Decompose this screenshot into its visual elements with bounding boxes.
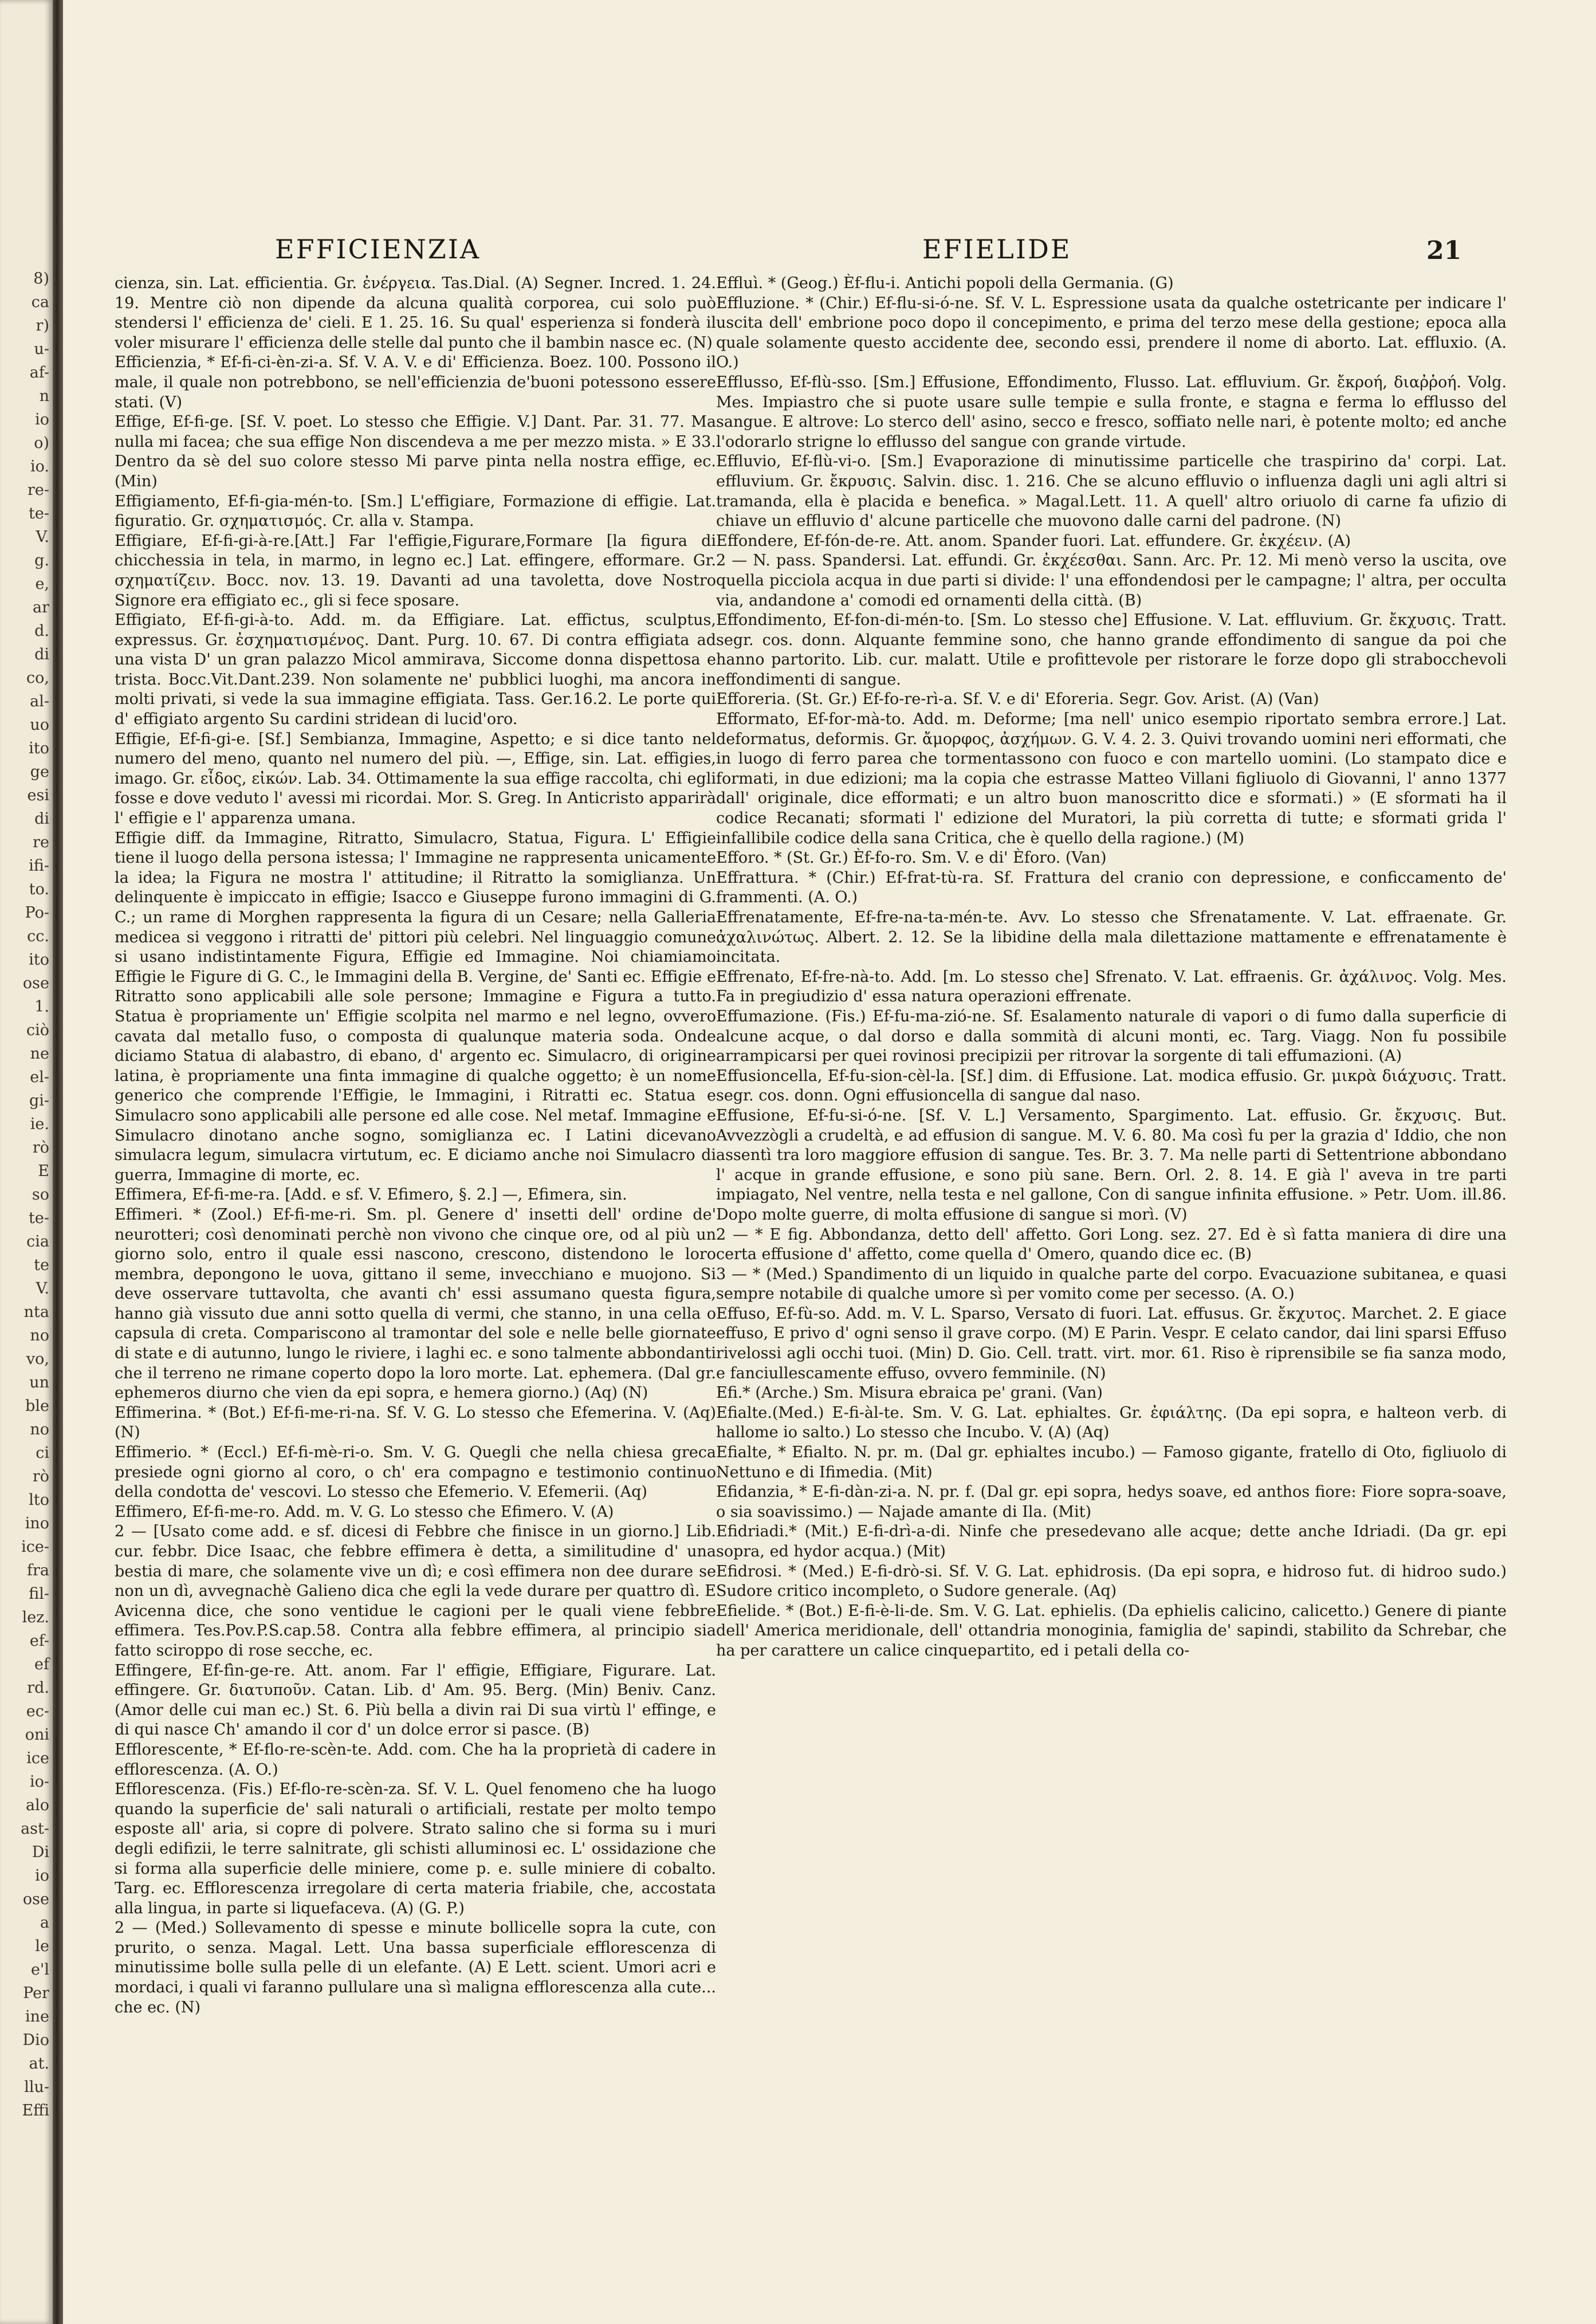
margin-fragment: ne [30, 1045, 49, 1063]
margin-fragment: di [34, 810, 49, 828]
margin-fragment: at. [29, 2055, 49, 2073]
dictionary-entry: Effrattura. * (Chir.) Ef-frat-tù-ra. Sf. Frattura del cranio con depressione, e conficcamento de' frammenti. (A. O.) [716, 868, 1507, 907]
margin-fragment: Dio [22, 2031, 49, 2049]
margin-fragment: ice- [21, 1538, 49, 1556]
dictionary-entry: Efforo. * (St. Gr.) Èf-fo-ro. Sm. V. e di' Èforo. (Van) [716, 849, 1107, 867]
dictionary-entry: Effimeri. * (Zool.) Ef-fi-me-ri. Sm. pl. Genere d' insetti dell' ordine de' neurotteri; così denominati perchè non vivono che cinque ore, od al più un giorno solo, entro il quale essi nascono, crescono, distendono le loro membra, depongono le uova, gittano il seme, invecchiano e muojono. Si deve osservare tuttavolta, che avanti ch' essi assumano questa figura, hanno già vissuto due anni sotto quella di vermi, che stanno, in una cella o capsula di creta. Compariscono al tramontar del sole e nelle belle giornate di state e di autunno, lungo le riviere, i laghi ec. e sono talmente abbondanti che il terreno ne rimane coperto dopo la loro morte. Lat. ephemera. (Dal gr. ephemeros diurno che vien da epi sopra, e hemera giorno.) (Aq) (N) [115, 1205, 716, 1402]
margin-fragment: 1. [34, 998, 49, 1016]
dictionary-entry: Effimero, Ef-fi-me-ro. Add. m. V. G. Lo stesso che Efimero. V. (A) [115, 1503, 614, 1521]
dictionary-entry: Effusione, Ef-fu-si-ó-ne. [Sf. V. L.] Versamento, Spargimento. Lat. effusio. Gr. ἔκχυσις. But. Avvezzògli a crudeltà, e ad effusion di sangue. M. V. 6. 80. Ma così fu per la grazia d' Iddio, che non assentì tra loro maggiore effusion di sangue. Tes. Br. 3. 7. Ma nelle parti di Settentrione abbondano l' acque in grande effusione, e sono più sane. Bern. Orl. 2. 8. 14. E già l' aveva in tre parti impiagato, Nel ventre, nella testa e nel gallone, Con di sangue infinita effusione. » Petr. Uom. ill.86. Dopo molte guerre, di molta effusione di sangue si morì. (V) [716, 1106, 1507, 1224]
margin-fragment: un [29, 1374, 49, 1391]
margin-fragment: cc. [27, 927, 49, 945]
margin-fragment: uo [30, 716, 49, 734]
book-gutter [53, 0, 63, 2324]
margin-fragment: fra [27, 1562, 49, 1579]
dictionary-entry: Effrenatamente, Ef-fre-na-ta-mén-te. Avv. Lo stesso che Sfrenatamente. V. Lat. effraenate. Gr. ἀχαλινώτως. Albert. 2. 12. Se la libidine della mala dilettazione mattamente e effrenatamente è incitata. [716, 909, 1507, 966]
margin-fragment: gi- [29, 1092, 49, 1110]
dictionary-entry: Efidanzia, * E-fi-dàn-zi-a. N. pr. f. (Dal gr. epi sopra, hedys soave, ed anthos fiore: Fiore sopra-soave, o sia soavissimo.) — Najade amante di Ila. (Mit) [716, 1483, 1507, 1521]
margin-fragment: io. [30, 458, 49, 475]
dictionary-entry: Efi.* (Arche.) Sm. Misura ebraica pe' grani. (Van) [716, 1384, 1103, 1402]
dictionary-entry: Efielide. * (Bot.) E-fi-è-li-de. Sm. V. G. Lat. ephielis. (Da ephielis calicino, calicetto.) Genere di piante dell' America meridionale, dell' ottandria monoginia, famiglia de' sapindi, stabilito da Schrebar, che ha per carattere un calice cinquepartito, ed i petali della co- [716, 1602, 1507, 1660]
margin-fragment: ifi- [29, 857, 49, 875]
dictionary-entry: Effusioncella, Ef-fu-sion-cèl-la. [Sf.] dim. di Effusione. Lat. modica effusio. Gr. μικρὰ διάχυσις. Tratt. segr. cos. donn. Ogni effusioncella di sangue dal naso. [716, 1067, 1507, 1105]
dictionary-entry: Effondimento, Ef-fon-di-mén-to. [Sm. Lo stesso che] Effusione. V. Lat. effluvium. Gr. ἔκχυσις. Tratt. segr. cos. donn. Alquante femmine sono, che hanno grande effondimento di sangue da poi che hanno partorito. Lib. cur. malatt. Utile e profittevole per ristorare le forze dopo gli strabocchevoli effondimenti di sangue. [716, 611, 1507, 689]
margin-fragment: af- [29, 364, 49, 382]
dictionary-entry: Effigiamento, Ef-fi-gia-mén-to. [Sm.] L'effigiare, Formazione di effigie. Lat. figuratio. Gr. σχηματισμός. Cr. alla v. Stampa. [115, 492, 716, 530]
dictionary-entry: Effingere, Ef-fìn-ge-re. Att. anom. Far l' effigie, Effigiare, Figurare. Lat. effingere. Gr. διατυποῦν. Catan. Lib. d' Am. 95. Berg. (Min) Beniv. Canz. (Amor delle cui man ec.) St. 6. Più bella a divin rai Di sua virtù l' effinge, e di qui nasce Ch' amando il cor d' un dolce error si pasce. (B) [115, 1661, 716, 1739]
margin-fragment: rò [32, 1468, 49, 1485]
dictionary-entry: Efidriadi.* (Mit.) E-fi-drì-a-di. Ninfe che presedevano alle acque; dette anche Idriadi. (Da gr. epi sopra, ed hydor acqua.) (Mit) [716, 1523, 1507, 1560]
margin-fragment: g. [34, 552, 49, 569]
margin-fragment: so [32, 1186, 49, 1204]
margin-fragment: ef [34, 1655, 49, 1673]
margin-fragment: re [33, 833, 49, 851]
dictionary-entry: Effluzione. * (Chir.) Ef-flu-si-ó-ne. Sf. V. L. Espressione usata da qualche ostetricante per indicare l' uscita dell' embrione poco dopo il concepimento, e prima del terzo mese della gestione; epoca alla quale solamente questo accidente dee, secondo essi, prendere il nome di aborto. Lat. effluxio. (A. O.) [716, 294, 1507, 372]
margin-fragment: io [35, 411, 49, 428]
margin-fragment: io- [29, 1773, 49, 1791]
dictionary-entry: 3 — * (Med.) Spandimento di un liquido in qualche parte del corpo. Evacuazione subitanea, e quasi sempre notabile di qualche umore sì per vomito come per secesso. (A. O.) [716, 1265, 1507, 1303]
left-column [115, 274, 716, 2290]
dictionary-entry: Efflorescenza. (Fis.) Ef-flo-re-scèn-za. Sf. V. L. Quel fenomeno che ha luogo quando la superficie de' sali naturali o artificiali, restate per molto tempo esposte all' aria, si copre di polvere. Strato salino che si forma su i muri degli edifizii, le terre salnitrate, gli schisti alluminosi ec. L' ossidazione che si forma alla superficie delle miniere, come p. e. sulle miniere di cobalto. Targ. ec. Efflorescenza irregolare di certa materia friabile, che, accostata alla lingua, in parte si liquefaceva. (A) (G. P.) [115, 1780, 716, 1917]
dictionary-entry: Effimera, Ef-fi-me-ra. [Add. e sf. V. Efimero, §. 2.] —, Efimera, sin. [115, 1186, 627, 1204]
dictionary-page [63, 0, 1596, 2324]
dictionary-entry: Effumazione. (Fis.) Ef-fu-ma-zió-ne. Sf. Esalamento naturale di vapori o di fumo dalla superficie di alcune acque, o dal dorso e dalla sommità di alcuni monti, ec. Targ. Viagg. Non fu possibile arrampicarsi per quei rovinosi precipizii per ritrovar la sorgente di tali effumazioni. (A) [716, 1007, 1507, 1065]
margin-fragment: u- [34, 340, 49, 358]
dictionary-entry: Effigiato, Ef-fi-gi-à-to. Add. m. da Effigiare. Lat. effictus, sculptus, expressus. Gr. ἐσχηματισμένος. Dant. Purg. 10. 67. Di contra effigiata ad una vista D' un gran palazzo Micol ammirava, Siccome donna dispettosa e trista. Bocc.Vit.Dant.239. Non solamente ne' pubblici luoghi, ma ancora in molti privati, si vede la sua immagine effigiata. Tass. Ger.16.2. Le porte qui d' effigiato argento Su cardini stridean di lucid'oro. [115, 611, 716, 729]
dictionary-entry: 2 — * E fig. Abbondanza, detto dell' affetto. Gori Long. sez. 27. Ed è sì fatta maniera di dire una certa effusione d' affetto, come quella d' Omero, quando dice ec. (B) [716, 1225, 1507, 1264]
margin-fragment: ca [31, 293, 49, 311]
margin-fragment: ito [29, 740, 49, 757]
margin-fragment: ito [29, 951, 49, 969]
left-page-edge [0, 0, 53, 2324]
margin-fragment: r) [36, 317, 49, 335]
margin-fragment: ec- [26, 1702, 49, 1720]
margin-fragment: no [30, 1327, 49, 1344]
margin-fragment: ast- [21, 1820, 49, 1838]
margin-fragment: to. [29, 880, 49, 898]
page-number: 21 [1426, 236, 1462, 265]
margin-fragment: Per [23, 1984, 49, 2002]
margin-fragment: ie. [30, 1115, 49, 1133]
margin-fragment: di [34, 646, 49, 663]
margin-fragment: ine [25, 2008, 49, 2026]
margin-fragment: Di [32, 1843, 49, 1861]
margin-fragment: ar [32, 599, 49, 616]
margin-fragment: o) [34, 434, 49, 452]
margin-fragment: ef- [29, 1632, 49, 1650]
margin-fragment: ge [30, 763, 49, 781]
margin-fragment: vo, [26, 1350, 49, 1368]
margin-fragment: ice [26, 1749, 49, 1767]
margin-fragment: ose [22, 1890, 49, 1908]
margin-fragment: al- [30, 693, 49, 710]
dictionary-entry: Efflusso, Ef-flù-sso. [Sm.] Effusione, Effondimento, Flusso. Lat. effluvium. Gr. ἔκροή, διαῤῥοή. Volg. Mes. Impiastro che si puote usare sulle tempie e sulla fronte, e stagna e ferma lo efflusso del sangue. E altrove: Lo sterco dell' asino, secco e fresco, soffiato nelle nari, è potente molto; ed anche l'odorarlo strigne lo efflusso del sangue con grande virtude. [716, 373, 1507, 451]
dictionary-entry: 2 — (Med.) Sollevamento di spesse e minute bollicelle sopra la cute, con prurito, o senza. Magal. Lett. Una bassa superficiale efflorescenza di minutissime bolle sulla pelle di un elefante. (A) E Lett. scient. Umori acri e mordaci, i quali vi faranno pullulare una sì maligna efflorescenza alla cute... che ec. (N) [115, 1919, 716, 2016]
margin-fragment: fil- [29, 1585, 49, 1603]
margin-fragment: le [35, 1937, 49, 1955]
dictionary-entry: Effuso, Ef-fù-so. Add. m. V. L. Sparso, Versato di fuori. Lat. effusus. Gr. ἔκχυτος. Marchet. 2. E giace effuso, E privo d' ogni senso il grave corpo. (M) E Parin. Vespr. E celato candor, dai lini sparsi Effuso rivelossi agli occhi tuoi. (Min) D. Gio. Cell. tratt. virt. mor. 61. Riso è riprensibile se fia sanza modo, e fanciullescamente effuso, ovvero femminile. (N) [716, 1304, 1507, 1382]
margin-fragment: co, [26, 669, 49, 687]
margin-fragment: V. [36, 1280, 49, 1297]
margin-fragment: E [38, 1162, 49, 1180]
dictionary-entry: Effigiare, Ef-fi-gi-à-re.[Att.] Far l'effigie,Figurare,Formare [la figura di chicchessia in tela, in marmo, in legno ec.] Lat. effingere, efformare. Gr. σχηματίζειν. Bocc. nov. 13. 19. Davanti ad una tavoletta, dove Nostro Signore era effigiato ec., gli si fece sposare. [115, 532, 716, 609]
dictionary-entry: Efialte, * Efialto. N. pr. m. (Dal gr. ephialtes incubo.) — Famoso gigante, fratello di Oto, figliuolo di Nettuno e di Ifimedia. (Mit) [716, 1444, 1507, 1481]
margin-fragment: rd. [27, 1679, 49, 1697]
dictionary-entry: Efialte.(Med.) E-fi-àl-te. Sm. V. G. Lat. ephialtes. Gr. ἐφιάλτης. (Da epi sopra, e halteon verb. di hallome io salto.) Lo stesso che Incubo. V. (A) (Aq) [716, 1403, 1507, 1442]
margin-fragment: 8) [33, 270, 49, 288]
dictionary-entry: Effondere, Ef-fón-de-re. Att. anom. Spander fuori. Lat. effundere. Gr. ἐκχέειν. (A) [716, 532, 1351, 550]
dictionary-entry: Effrenato, Ef-fre-nà-to. Add. [m. Lo stesso che] Sfrenato. V. Lat. effraenis. Gr. ἀχάλινος. Volg. Mes. Fa in pregiudizio d' essa natura operazioni effrenate. [716, 968, 1507, 1006]
dictionary-entry: Efflorescente, * Ef-flo-re-scèn-te. Add. com. Che ha la proprietà di cadere in efflorescenza. (A. O.) [115, 1740, 716, 1779]
margin-fragment: e'l [30, 1961, 49, 1979]
dictionary-entry: 2 — N. pass. Spandersi. Lat. effundi. Gr. ἐκχέεσθαι. Sann. Arc. Pr. 12. Mi menò verso la uscita, ove quella picciola acqua in due parti si divide: l' una effondendosi per le campagne; l' altra, per occulta via, andandone a' comodi ed ornamenti della città. (B) [716, 552, 1507, 609]
margin-fragment: lto [29, 1491, 49, 1509]
margin-fragment: oni [25, 1726, 49, 1744]
margin-fragment: ci [36, 1444, 49, 1462]
margin-fragment: rò [32, 1139, 49, 1157]
margin-fragment: ble [25, 1397, 49, 1415]
dictionary-entry: Effimerina. * (Bot.) Ef-fi-me-ri-na. Sf. V. G. Lo stesso che Efemerina. V. (Aq) (N) [115, 1403, 716, 1442]
margin-fragment: d. [34, 622, 49, 640]
margin-fragment: te [34, 1256, 49, 1274]
margin-fragment: Effi [22, 2102, 49, 2119]
right-column [716, 274, 1507, 2290]
margin-fragment: el- [30, 1068, 49, 1086]
margin-fragment: re- [27, 481, 49, 499]
margin-fragment: nta [23, 1303, 49, 1321]
margin-fragment: Po- [25, 904, 49, 922]
margin-fragment: cia [26, 1233, 49, 1251]
margin-fragment: e, [35, 575, 49, 593]
dictionary-entry: Effige, Ef-fi-ge. [Sf. V. poet. Lo stesso che Effigie. V.] Dant. Par. 31. 77. Ma nulla mi facea; che sua effige Non discendeva a me per mezzo mista. » E 33. Dentro da sè del suo colore stesso Mi parve pinta nella nostra effige, ec. (Min) [115, 413, 716, 490]
dictionary-entry: Effluì. * (Geog.) Èf-flu-i. Antichi popoli della Germania. (G) [716, 274, 1174, 292]
margin-fragment: V. [36, 528, 49, 546]
dictionary-entry: cienza, sin. Lat. efficientia. Gr. ἐνέργεια. Tas.Dial. (A) Segner. Incred. 1. 24. 19. Mentre ciò non dipende da alcuna qualità corporea, cui solo può stendersi l' efficienza de' cieli. E 1. 25. 16. Su qual' esperienza si fonderà il voler misurare l' efficienza delle stelle dal punto che il bambin nasce ec. (N) [115, 274, 716, 352]
margin-fragment: lez. [22, 1609, 49, 1626]
dictionary-entry: Effigie, Ef-fi-gi-e. [Sf.] Sembianza, Immagine, Aspetto; e si dice tanto nel numero del meno, quanto nel numero del più. —, Effige, sin. Lat. effigies, imago. Gr. εἶδος, εἰκών. Lab. 34. Ottimamente la sua effige raccolta, chi egli fosse e dove veduto l' avessi mi ricordai. Mor. S. Greg. In Anticristo apparirà l' effigie e l' apparenza umana. [115, 730, 716, 828]
margin-fragment: a [40, 1914, 49, 1932]
margin-fragment: alo [26, 1796, 49, 1814]
margin-fragment: n [39, 387, 49, 405]
dictionary-entry: Effigie diff. da Immagine, Ritratto, Simulacro, Statua, Figura. L' Effigie tiene il luogo della persona istessa; l' Immagine ne rappresenta unicamente la idea; la Figura ne mostra l' attitudine; il Ritratto la somiglianza. Un delinquente è impiccato in effigie; Isacco e Giuseppe furono immagini di G. C.; un rame di Morghen rappresenta la figura di un Cesare; nella Galleria medicea si veggono i ritratti de' pittori più celebri. Nel linguaggio comune si usano indistintamente Figura, Effigie ed Immagine. Noi chiamiamo Effigie le Figure di G. C., le Immagini della B. Vergine, de' Santi ec. Effigie e Ritratto sono applicabili alle sole persone; Immagine e Figura a tutto. Statua è propriamente un' Effigie scolpita nel marmo e nel legno, ovvero cavata dal metallo fuso, o composta di qualunque materia soda. Onde diciamo Statua di alabastro, di ebano, d' argento ec. Simulacro, di origine latina, è propriamente una finta immagine di qualche oggetto; è un nome generico che comprende l'Effigie, le Immagini, i Ritratti ec. Statua e Simulacro sono applicabili alle persone ed alle cose. Nel metaf. Immagine e Simulacro dinotano anche sogno, somiglianza ec. I Latini dicevano simulacra legum, simulacra virtutum, ec. E diciamo anche noi Simulacro di guerra, Immagine di morte, ec. [115, 829, 716, 1184]
margin-fragment: no [30, 1421, 49, 1438]
margin-fragment: te- [29, 505, 49, 522]
dictionary-entry: Efidrosi. * (Med.) E-fi-drò-si. Sf. V. G. Lat. ephidrosis. (Da epi sopra, e hidroso fut. di hidroo sudo.) Sudore critico incompleto, o Sudore generale. (Aq) [716, 1562, 1507, 1601]
margin-fragment: esi [27, 787, 49, 804]
margin-fragment: io [35, 1867, 49, 1885]
dictionary-entry: 2 — [Usato come add. e sf. dicesi di Febbre che finisce in un giorno.] Lib. cur. febbr. Dice Isaac, che febbre effimera è detta, a similitudine d' una bestia di mare, che solamente vive un dì; e così effimera non dee durare se non un dì, avvegnachè Galieno dica che egli la vede durare per quattro dì. E Avicenna dice, che sono ventidue le cagioni per le quali viene febbre effimera. Tes.Pov.P.S.cap.58. Contra alla febbre effimera, al principio sia fatto sciroppo di rose secche, ec. [115, 1523, 716, 1660]
margin-fragment: ose [22, 974, 49, 992]
margin-fragment: ciò [26, 1021, 49, 1039]
running-header [63, 234, 1596, 274]
margin-fragment: llu- [24, 2078, 49, 2096]
dictionary-entry: Efficienzia, * Ef-fi-ci-èn-zi-a. Sf. V. A. V. e di' Efficienza. Boez. 100. Possono il male, il quale non potrebbono, se nell'efficienzia de'buoni potessono essere stati. (V) [115, 353, 716, 411]
right-running-title: EFIELIDE [922, 234, 1072, 265]
margin-fragment: te- [29, 1209, 49, 1227]
dictionary-entry: Effimerio. * (Eccl.) Ef-fi-mè-ri-o. Sm. V. G. Quegli che nella chiesa greca presiede ogni giorno al coro, o ch' era compagno e testimonio continuo della condotta de' vescovi. Lo stesso che Efemerio. V. Efemerii. (Aq) [115, 1444, 716, 1501]
dictionary-entry: Efforeria. (St. Gr.) Ef-fo-re-rì-a. Sf. V. e di' Eforeria. Segr. Gov. Arist. (A) (Van) [716, 690, 1319, 709]
margin-fragment: ino [25, 1515, 49, 1532]
dictionary-entry: Effluvio, Ef-flù-vi-o. [Sm.] Evaporazione di minutissime particelle che traspirino da' corpi. Lat. effluvium. Gr. ἔκρυσις. Salvin. disc. 1. 216. Che se alcuno effluvio o influenza dagli uni agli altri si tramanda, ella è placida e benefica. » Magal.Lett. 11. A quell' altro oriuolo di carne fa ufizio di chiave un effluvio d' alcune particelle che muovono dalle carni del padrone. (N) [716, 453, 1507, 530]
dictionary-entry: Efformato, Ef-for-mà-to. Add. m. Deforme; [ma nell' unico esempio riportato sembra errore.] Lat. deformatus, deformis. Gr. ἄμορφος, ἀσχήμων. G. V. 4. 2. 3. Quivi trovando uomini neri efformati, che in luogo di ferro parea che tormentassono con fuoco e con martello uomini. (Lo stampato dice e formati, in due edizioni; ma la copia che estrasse Matteo Villani figliuolo di Giovanni, l' anno 1377 dall' originale, dice efformati; e un altro buon manoscritto dice e sformati.) » (E sformati ha il codice Recanati; sformati l' edizione del Muratori, la più corretta di tutte; e sformati grida l' infallibile codice della sana Critica, che è quello della ragione.) (M) [716, 710, 1507, 847]
left-running-title: EFFICIENZIA [275, 234, 481, 265]
